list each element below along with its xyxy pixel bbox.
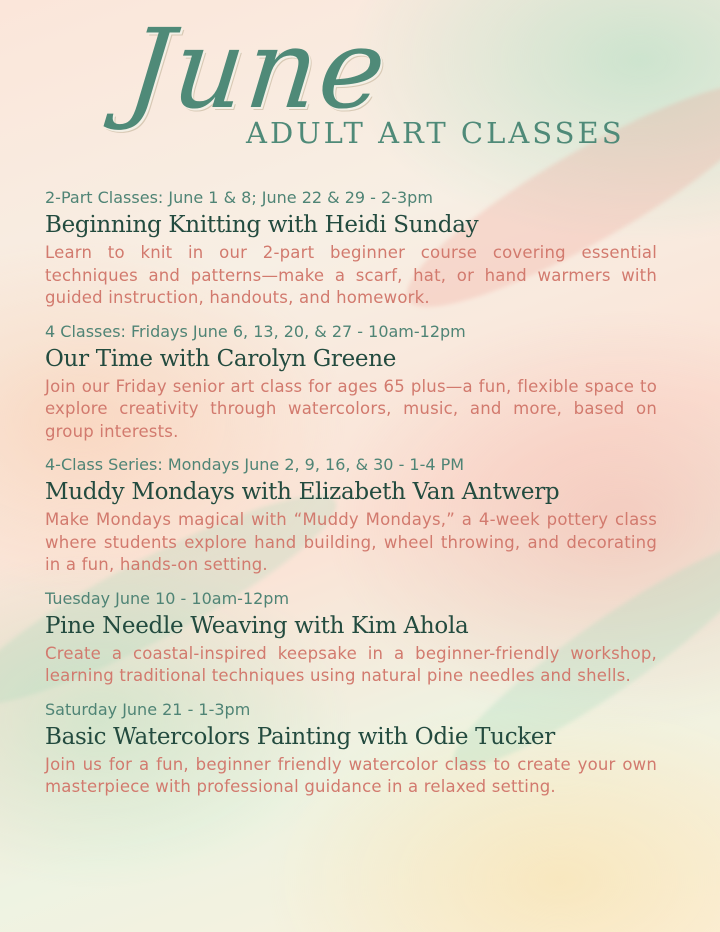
class-item-pine-needle [45, 589, 657, 688]
class-item-our-time [45, 322, 657, 444]
class-description: Join our Friday senior art class for ages 65 plus—a fun, flexible space to explore creativity through watercolors, music, and more, based on group interests. [45, 376, 657, 441]
class-title: Pine Needle Weaving with Kim Ahola [45, 612, 469, 639]
class-description: Learn to knit in our 2-part beginner course covering essential techniques and patterns—make a scarf, hat, or hand warmers with guided instruction, handouts, and homework. [45, 243, 657, 307]
class-title: Basic Watercolors Painting with Odie Tucker [45, 723, 555, 750]
class-item-muddy-mondays [45, 455, 657, 577]
page-header [0, 0, 720, 170]
class-list [45, 188, 657, 811]
class-schedule: 4 Classes: Fridays June 6, 13, 20, & 27 - 10am-12pm [45, 321, 466, 341]
class-description: Create a coastal-inspired keepsake in a beginner-friendly workshop, learning traditional techniques using natural pine needles and shells. [45, 643, 657, 685]
class-title: Muddy Mondays with Elizabeth Van Antwerp [45, 479, 560, 505]
class-description: Make Mondays magical with “Muddy Mondays,” a 4-week pottery class where students explore hand building, wheel throwing, and decorating in a fun, hands-on setting. [45, 510, 657, 574]
class-title: Our Time with Carolyn Greene [45, 345, 397, 372]
month-title: June [121, 5, 394, 133]
class-description: Join us for a fun, beginner friendly watercolor class to create your own masterpiece with professional guidance in a relaxed setting. [45, 754, 657, 796]
class-title: Beginning Knitting with Heidi Sunday [45, 212, 479, 238]
class-schedule: Saturday June 21 - 1-3pm [45, 699, 251, 719]
class-item-knitting [45, 188, 657, 310]
class-item-watercolors [45, 700, 657, 799]
class-schedule: 4-Class Series: Mondays June 2, 9, 16, & 30 - 1-4 PM [45, 455, 465, 474]
class-schedule: 2-Part Classes: June 1 & 8; June 22 & 29 - 2-3pm [45, 188, 433, 207]
class-schedule: Tuesday June 10 - 10am-12pm [45, 588, 290, 608]
page-subtitle: ADULT ART CLASSES [246, 116, 625, 150]
